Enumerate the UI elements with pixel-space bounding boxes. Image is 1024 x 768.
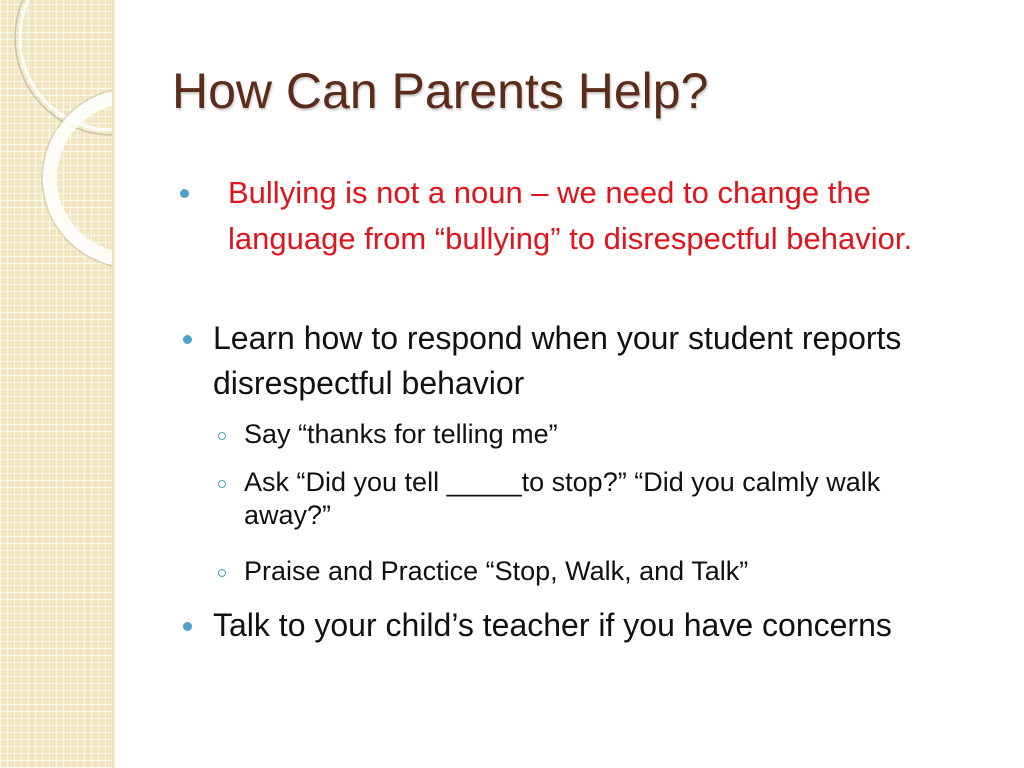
bullet-text: Talk to your child’s teacher if you have concerns bbox=[213, 607, 892, 643]
bullet-dot-icon bbox=[183, 335, 192, 344]
bullet-text: Learn how to respond when your student reports disrespectful behavior bbox=[213, 320, 902, 401]
bullet-item-2 bbox=[213, 316, 983, 406]
bullet-dot-icon bbox=[180, 189, 189, 198]
sub-bullet-ring-icon bbox=[218, 480, 226, 488]
sub-bullet-text: Ask “Did you tell _____to stop?” “Did you calmly walk away?” bbox=[244, 467, 881, 530]
bullet-item-3 bbox=[213, 603, 983, 648]
sub-bullet-text: Praise and Practice “Stop, Walk, and Talk” bbox=[244, 556, 749, 586]
sub-bullet-item-1 bbox=[244, 418, 924, 451]
bullet-text: Bullying is not a noun – we need to change the language from “bullying” to disrespectful behavior. bbox=[228, 175, 913, 256]
sub-bullet-ring-icon bbox=[218, 432, 226, 440]
bullet-item-1 bbox=[228, 170, 998, 262]
sub-bullet-ring-icon bbox=[218, 569, 226, 577]
bullet-dot-icon bbox=[183, 622, 192, 631]
sub-bullet-text: Say “thanks for telling me” bbox=[244, 419, 558, 449]
slide-title: How Can Parents Help? bbox=[172, 63, 709, 119]
sub-bullet-item-2 bbox=[244, 466, 924, 532]
sub-bullet-item-3 bbox=[244, 555, 924, 588]
